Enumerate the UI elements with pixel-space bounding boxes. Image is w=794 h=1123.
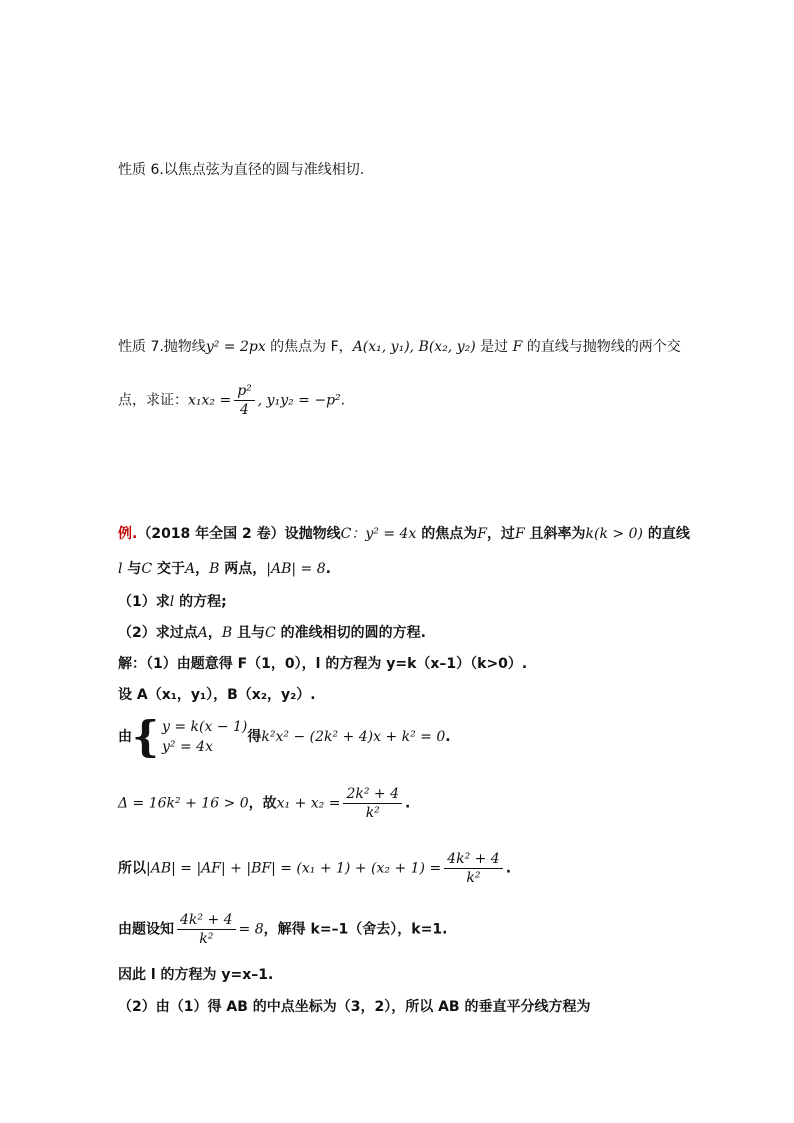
q2-text-c: 且与 <box>232 625 266 641</box>
s3-text-a: 由 <box>118 729 132 745</box>
left-brace: { <box>132 712 160 761</box>
q2-text-b: ， <box>207 625 222 641</box>
property-7-line-1 <box>118 338 681 356</box>
property-6: 性质 6.以焦点弦为直径的圆与准线相切. <box>118 162 365 178</box>
ab-denominator: k² <box>466 870 481 886</box>
given-denominator: k² <box>199 931 214 947</box>
example-source: （2018 年全国 2 卷）设抛物线 <box>137 526 341 542</box>
point-B: B <box>209 561 220 577</box>
intersection-points: A(x₁, y₁), B(x₂, y₂) <box>352 339 476 355</box>
prop7-rest: , y₁y₂ = −p². <box>257 392 346 409</box>
q2-point-A: A <box>197 625 208 641</box>
line-l: l <box>118 561 123 577</box>
prop7-text-a: 性质 7.抛物线 <box>118 339 206 355</box>
example-text-b: 的焦点为 <box>416 526 478 542</box>
example-line-2 <box>118 560 331 578</box>
solution-line-2: 设 A（x₁，y₁），B（x₂，y₂）. <box>118 687 316 703</box>
prop7-lhs: x₁x₂ = <box>188 392 232 409</box>
s3-text-b: 得 <box>247 729 262 745</box>
ab-numerator: 4k² + 4 <box>444 850 503 869</box>
sum-roots-numerator: 2k² + 4 <box>343 785 402 804</box>
example-l2-d: 两点， <box>219 561 267 577</box>
s5-text-a: 所以 <box>118 860 146 877</box>
fraction-denominator: 4 <box>240 402 249 418</box>
system-rows <box>162 717 247 757</box>
example-l2-c: ， <box>195 561 210 577</box>
fraction-numerator: p² <box>234 382 255 401</box>
s5-text-d: . <box>505 860 512 877</box>
solution-line-6 <box>118 911 447 948</box>
curve-C: C <box>340 526 352 542</box>
question-2 <box>118 624 426 642</box>
parabola-equation: y² = 2px <box>205 339 266 355</box>
example-l2-b: 交于 <box>152 561 185 577</box>
sum-roots-lhs: x₁ + x₂ = <box>276 795 341 812</box>
q1-text-a: （1）求 <box>118 594 170 610</box>
q2-text-d: 的准线相切的圆的方程. <box>275 625 426 641</box>
solution-line-4 <box>118 785 410 822</box>
q2-curve-C: C <box>265 625 276 641</box>
s6-text-b: ，解得 k=–1（舍去），k=1. <box>263 921 448 938</box>
prop7-prove-label: 点，求证： <box>118 392 188 409</box>
s6-text-a: 由题设知 <box>118 921 174 938</box>
ab-length-fraction <box>444 850 503 887</box>
solution-line-8: （2）由（1）得 AB 的中点坐标为（3，2），所以 AB 的垂直平分线方程为 <box>118 999 591 1015</box>
given-numerator: 4k² + 4 <box>177 911 236 930</box>
solution-line-1: 解：（1）由题意得 F（1，0），l 的方程为 y=k（x–1）（k>0）. <box>118 656 528 672</box>
property-7-line-2 <box>118 382 345 419</box>
ab-length-expansion: |AB| = |AF| + |BF| = (x₁ + 1) + (x₂ + 1) = <box>146 860 442 877</box>
prop7-text-b: 的焦点为 F， <box>265 339 353 355</box>
focus-symbol: F <box>512 339 523 355</box>
quadratic-equation: k²x² − (2k² + 4)x + k² = 0 <box>261 729 446 745</box>
given-equals: = 8 <box>238 921 264 938</box>
example-text-d: 且斜率为 <box>524 526 586 542</box>
example-text-c: ，过 <box>486 526 515 542</box>
slope-k: k(k > 0) <box>585 526 643 542</box>
given-fraction <box>177 911 236 948</box>
example-parabola: ：y² = 4x <box>351 526 417 542</box>
q1-line-l: l <box>169 594 175 610</box>
system-row-2: y² = 4x <box>162 739 213 755</box>
q1-text-b: 的方程; <box>174 594 227 610</box>
focus-F: F <box>477 526 487 542</box>
solution-line-3 <box>118 712 451 761</box>
focus-F-2: F <box>514 526 525 542</box>
sum-roots-denominator: k² <box>365 805 380 821</box>
question-1 <box>118 593 227 611</box>
system-row-1: y = k(x − 1) <box>162 719 248 735</box>
sum-roots-fraction <box>343 785 402 822</box>
example-tag: 例. <box>118 526 138 542</box>
ab-length: |AB| = 8 <box>266 561 326 577</box>
prop7-fraction <box>234 382 255 419</box>
example-l2-a: 与 <box>122 561 142 577</box>
curve-C-2: C <box>141 561 153 577</box>
example-text-e: 的直线 <box>642 526 690 542</box>
example-l2-e: . <box>325 561 331 577</box>
prop7-text-c: 是过 <box>475 339 513 355</box>
prop7-text-d: 的直线与抛物线的两个交 <box>522 339 681 355</box>
discriminant: Δ = 16k² + 16 > 0 <box>118 795 249 812</box>
point-A: A <box>184 561 196 577</box>
solution-line-7: 因此 l 的方程为 y=x–1. <box>118 967 274 983</box>
q2-point-B: B <box>221 625 233 641</box>
s4-text-b: ，故 <box>248 795 277 812</box>
s4-text-d: . <box>405 795 411 812</box>
equation-system <box>132 712 248 761</box>
example-line-1 <box>118 525 690 543</box>
s3-text-c: . <box>445 729 451 745</box>
solution-line-5 <box>118 850 511 887</box>
q2-text-a: （2）求过点 <box>118 625 198 641</box>
